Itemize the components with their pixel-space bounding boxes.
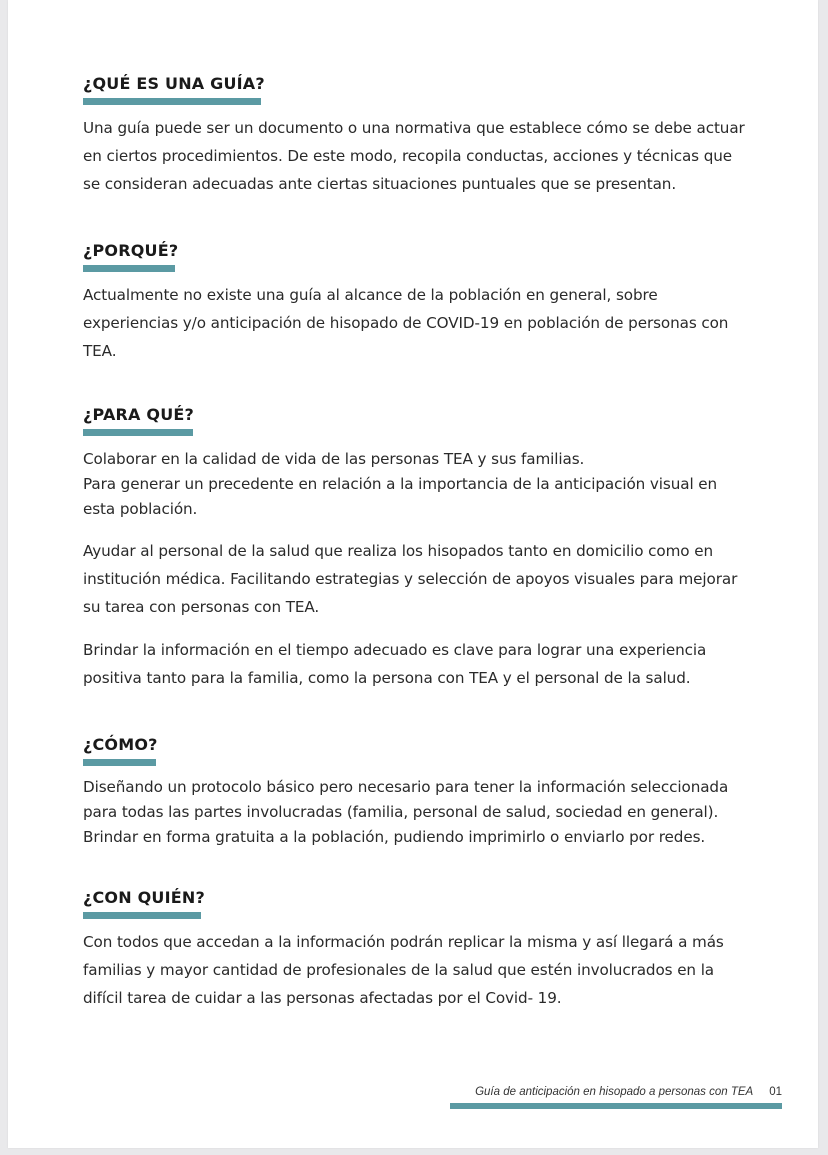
paragraph-line: Actualmente no existe una guía al alcance de la población en general, sobre — [83, 286, 658, 304]
paragraph-line: experiencias y/o anticipación de hisopado de COVID-19 en población de personas con — [83, 314, 729, 332]
section-heading: ¿QUÉ ES UNA GUÍA? — [83, 74, 265, 93]
footer-underline — [450, 1103, 782, 1109]
paragraph — [83, 447, 763, 522]
paragraph-line: para todas las partes involucradas (familia, personal de salud, sociedad en general). — [83, 803, 719, 821]
heading-underline — [83, 98, 261, 105]
paragraph-line: su tarea con personas con TEA. — [83, 598, 320, 616]
paragraph-line: TEA. — [83, 342, 117, 360]
paragraph-line: institución médica. Facilitando estrategias y selección de apoyos visuales para mejorar — [83, 570, 738, 588]
paragraph-line: Brindar en forma gratuita a la población, pudiendo imprimirlo o enviarlo por redes. — [83, 828, 706, 846]
paragraph-line: Con todos que accedan a la información podrán replicar la misma y así llegará a más — [83, 933, 724, 951]
heading-underline — [83, 912, 201, 919]
footer-row — [450, 1086, 782, 1098]
paragraph-line: Colaborar en la calidad de vida de las personas TEA y sus familias. — [83, 450, 585, 468]
paragraph-line: Diseñando un protocolo básico pero necesario para tener la información seleccionada — [83, 778, 729, 796]
section-porque — [83, 241, 763, 365]
paragraph-line: Una guía puede ser un documento o una normativa que establece cómo se debe actuar — [83, 119, 745, 137]
paragraph-line: esta población. — [83, 500, 198, 518]
paragraph-line: en ciertos procedimientos. De este modo, recopila conductas, acciones y técnicas que — [83, 147, 733, 165]
section-heading: ¿CÓMO? — [83, 735, 158, 754]
paragraph-line: difícil tarea de cuidar a las personas afectadas por el Covid- 19. — [83, 989, 562, 1007]
section-que-es — [83, 74, 763, 198]
paragraph-line: se consideran adecuadas ante ciertas situaciones puntuales que se presentan. — [83, 175, 677, 193]
paragraph-line: Para generar un precedente en relación a la importancia de la anticipación visual en — [83, 475, 718, 493]
heading-underline — [83, 429, 193, 436]
section-heading: ¿CON QUIÉN? — [83, 888, 205, 907]
footer-document-title: Guía de anticipación en hisopado a personas con TEA — [475, 1086, 754, 1098]
section-como — [83, 735, 763, 850]
paragraph — [83, 537, 763, 621]
page-number: 01 — [769, 1086, 782, 1098]
paragraph — [83, 636, 763, 692]
paragraph — [83, 114, 763, 198]
paragraph-line: Ayudar al personal de la salud que realiza los hisopados tanto en domicilio como en — [83, 542, 713, 560]
section-heading: ¿PORQUÉ? — [83, 241, 179, 260]
document-page — [8, 0, 818, 1148]
paragraph-line: positiva tanto para la familia, como la persona con TEA y el personal de la salud. — [83, 669, 691, 687]
paragraph-line: familias y mayor cantidad de profesionales de la salud que estén involucrados en la — [83, 961, 715, 979]
section-con-quien — [83, 888, 763, 1012]
paragraph-line: Brindar la información en el tiempo adecuado es clave para lograr una experiencia — [83, 641, 707, 659]
paragraph — [83, 281, 763, 365]
section-para-que — [83, 405, 763, 692]
paragraph — [83, 928, 763, 1012]
page-footer — [450, 1086, 782, 1109]
paragraph — [83, 775, 763, 850]
heading-underline — [83, 759, 156, 766]
heading-underline — [83, 265, 175, 272]
section-heading: ¿PARA QUÉ? — [83, 405, 194, 424]
